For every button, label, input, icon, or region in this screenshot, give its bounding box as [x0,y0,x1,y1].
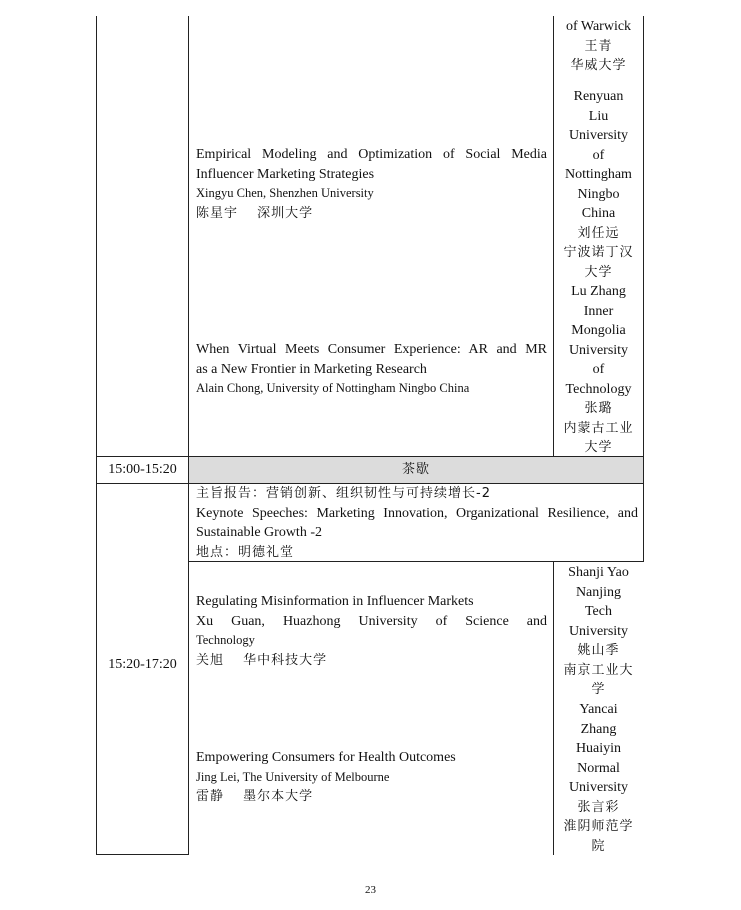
chair-line: Liu [588,108,609,124]
table-border-right-header [643,483,644,561]
chair-line-cn: 内蒙古工业 [563,420,634,436]
chair-line: Ningbo [577,186,620,202]
session-title-cn: 主旨报告：营销创新、组织韧性与可持续增长-2 [196,486,491,501]
table-border-right-top [643,16,644,483]
chair-line: University [568,128,629,143]
chair-cell-yancai-zhang [554,700,643,856]
chair-line-cn: 淮阴师范学 [563,819,634,834]
chair-line: Shanji Yao [568,565,629,580]
chair-line: Lu Zhang [571,284,626,299]
chair-line-cn: 南京工业大 [563,662,634,678]
chair-line-cn: 张璐 [584,401,613,416]
chair-line: Nottingham [565,167,632,182]
chair-line-cn: 刘任远 [577,225,620,241]
chair-line-cn: 院 [591,838,606,854]
session-time: 15:20-17:20 [108,657,177,672]
chair-line-cn: 宁波诺丁汉 [563,245,634,260]
talk-title-line: When Virtual Meets Consumer Experience: AR and MR [196,342,547,357]
break-label: 茶歇 [401,462,430,477]
chair-line: Nanjing [575,584,622,600]
talk-virtual-meets-consumer [196,340,547,399]
chair-cell-shanji-yao [554,563,643,700]
chair-cell-lu-zhang [554,282,643,458]
chair-line: Zhang [580,721,617,737]
chair-line-cn: 姚山季 [577,643,620,658]
session-header [196,484,638,562]
talk-title-line: as a New Frontier in Marketing Research [196,361,427,377]
chair-line: Mongolia [571,323,626,338]
talk-author-en-line: Xu Guan, Huazhong University of Science and [196,613,547,629]
chair-line: of [592,147,605,163]
chair-line: University [568,623,629,639]
talk-title-line: Influencer Marketing Strategies [196,166,375,182]
chair-line: of [592,362,605,377]
page-number: 23 [365,884,376,896]
talk-author-cn: 雷静 墨尔本大学 [196,789,314,804]
talk-author-cn: 关旭 华中科技大学 [196,652,328,668]
break-time: 15:00-15:20 [108,462,177,477]
session-title-en-line: Keynote Speeches: Marketing Innovation, Organizational Resilience, and [196,505,638,521]
talk-title: Empowering Consumers for Health Outcomes [196,750,456,765]
chair-line: University [568,780,629,795]
chair-line: Normal [577,760,620,776]
session-title-en-line: Sustainable Growth -2 [196,525,322,540]
talk-title: Regulating Misinformation in Influencer Markets [196,594,474,609]
table-divider-time [188,16,189,855]
chair-line: China [581,206,616,221]
chair-line: Inner [583,303,614,319]
chair-name-cn: 王青 [584,38,613,54]
talk-regulating-misinformation [196,592,547,670]
chair-line: University [568,342,629,358]
chair-affiliation-en: of Warwick [565,19,632,34]
talk-empowering-consumers [196,748,547,807]
talk-author-en: Jing Lei, The University of Melbourne [196,769,390,784]
session-venue: 地点：明德礼堂 [196,544,295,560]
chair-line: Renyuan [573,89,624,104]
talk-title-line: Empirical Modeling and Optimization of Social Media [196,147,547,162]
chair-cell-renyuan-liu [554,87,643,282]
chair-line-cn: 学 [591,682,606,697]
chair-line: Tech [584,604,612,619]
talk-empirical-modeling [196,145,547,223]
chair-line-cn: 张言彩 [577,799,620,815]
table-border-bottom [96,854,189,855]
chair-cell-continued [554,17,643,76]
talk-author-cn: 陈星宇 深圳大学 [196,205,314,221]
chair-line-cn: 大学 [584,264,613,280]
chair-line: Technology [565,381,632,397]
chair-affiliation-cn: 华威大学 [570,58,627,73]
chair-line: Huaiyin [575,741,622,756]
talk-author-en-line: Technology [196,633,255,647]
talk-author-en: Alain Chong, University of Nottingham Ningbo China [196,381,470,395]
table-border-left [96,16,97,855]
chair-line-cn: 大学 [584,440,613,455]
chair-line: Yancai [579,702,618,717]
talk-author-en: Xingyu Chen, Shenzhen University [196,186,374,200]
